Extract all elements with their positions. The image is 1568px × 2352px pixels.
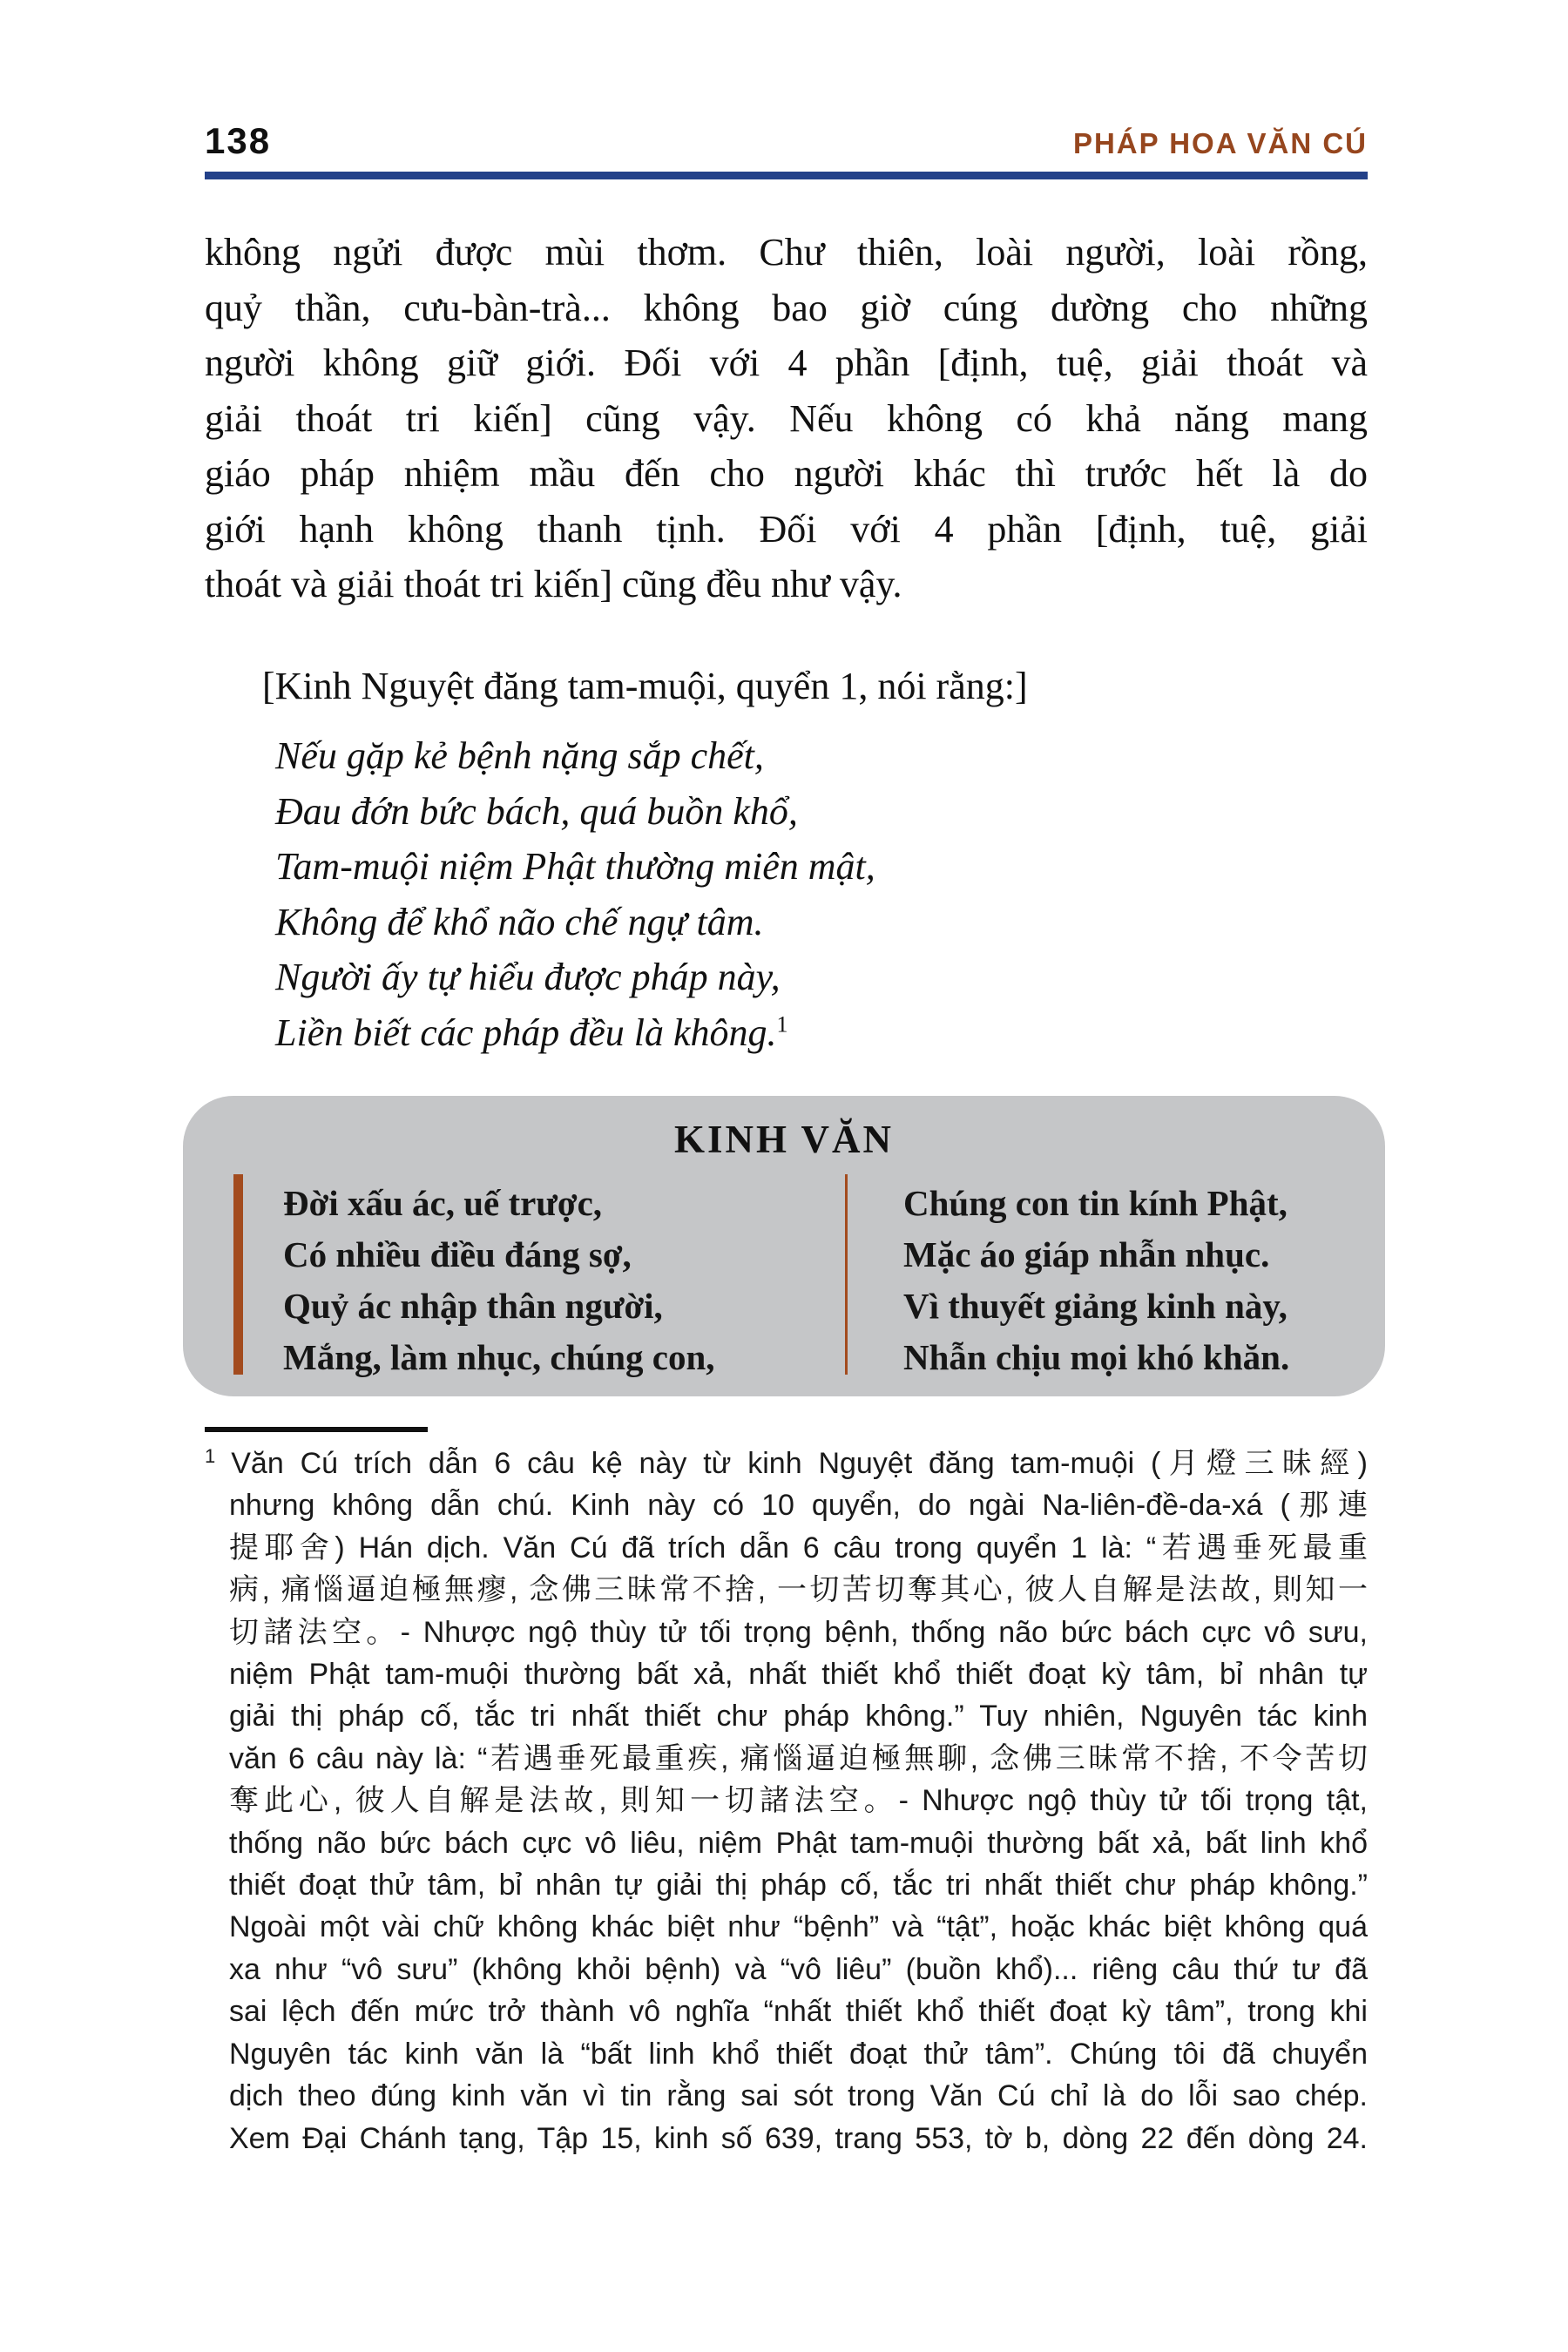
footnote-separator: [205, 1427, 428, 1432]
sutra-attribution: [Kinh Nguyệt đăng tam-muội, quyển 1, nói rằng:]: [262, 665, 1028, 707]
kinh-van-title: KINH VĂN: [674, 1118, 894, 1161]
sutra-verse-line: Vì thuyết giảng kinh này,: [903, 1286, 1288, 1326]
body-line: quỷ thần, cưu-bàn-trà... không bao giờ cúng dường cho những: [205, 286, 1368, 329]
verse-line: Tam-muội niệm Phật thường miên mật,: [275, 845, 875, 888]
verse-block: [275, 728, 1364, 1060]
footnote-line: nhưng không dẫn chú. Kinh này có 10 quyển, do ngài Na-liên-đề-da-xá (那連: [229, 1489, 1368, 1523]
body-line: thoát và giải thoát tri kiến] cũng đều như vậy.: [205, 563, 902, 605]
footnote-line: 提耶舍) Hán dịch. Văn Cú đã trích dẫn 6 câu trong quyển 1 là: “若遇垂死最重: [229, 1531, 1368, 1565]
verse-line: Nếu gặp kẻ bệnh nặng sắp chết,: [275, 734, 764, 777]
footnote-line: 病, 痛惱逼迫極無瘳, 念佛三昧常不捨, 一切苦切奪其心, 彼人自解是法故, 則知一: [229, 1573, 1368, 1607]
footnote-line: sai lệch đến mức trở thành vô nghĩa “nhất thiết khổ thiết đoạt kỳ tâm”, trong khi: [229, 1995, 1368, 2029]
footnote-marker: 1: [205, 1444, 216, 1467]
footnote-line: [205, 1443, 1368, 1484]
body-line: giáo pháp nhiệm mầu đến cho người khác thì trước hết là do: [205, 452, 1368, 495]
footnote-line: 切諸法空。- Nhược ngộ thùy tử tối trọng bệnh, thống não bức bách cực vô sưu,: [229, 1615, 1368, 1649]
body-line: không ngửi được mùi thơm. Chư thiên, loài người, loài rồng,: [205, 231, 1368, 274]
header-rule: [205, 172, 1368, 179]
sutra-verse-line: Mặc áo giáp nhẫn nhục.: [903, 1234, 1270, 1274]
footnote-line: niệm Phật tam-muội thường bất xả, nhất thiết khổ thiết đoạt kỳ tâm, bỉ nhân tự: [229, 1658, 1368, 1692]
footnote-line: Nguyên tác kinh văn là “bất linh khổ thiết đoạt thử tâm”. Chúng tôi đã chuyển: [229, 2037, 1368, 2071]
body-paragraph: [205, 225, 1368, 612]
kinh-van-left-column: [283, 1178, 823, 1383]
verse-line: Không để khổ não chế ngự tâm.: [275, 900, 764, 943]
footnote-line: thống não bức bách cực vô liêu, niệm Phật tam-muội thường bất xả, bất linh khổ: [229, 1826, 1368, 1860]
left-accent-bar: [233, 1174, 243, 1375]
footnote: [205, 1443, 1368, 2159]
footnote-line: Xem Đại Chánh tạng, Tập 15, kinh số 639, trang 553, tờ b, dòng 22 đến dòng 24.: [229, 2121, 1368, 2155]
verse-line: Đau đớn bức bách, quá buồn khổ,: [275, 789, 798, 833]
body-line: giới hạnh không thanh tịnh. Đối với 4 phần [định, tuệ, giải: [205, 507, 1368, 551]
footnote-reference-marker: 1: [776, 1010, 788, 1037]
footnote-line: giải thị pháp cố, tắc tri nhất thiết chư pháp không.” Tuy nhiên, Nguyên tác kinh: [229, 1700, 1368, 1734]
footnote-line: văn 6 câu này là: “若遇垂死最重疾, 痛惱逼迫極無聊, 念佛三昧常不捨, 不令苦切: [229, 1741, 1368, 1775]
page-header: [205, 120, 1368, 162]
kinh-van-right-column: [903, 1178, 1374, 1383]
footnote-line: 奪此心, 彼人自解是法故, 則知一切諸法空。- Nhược ngộ thùy tử tối trọng tật,: [229, 1784, 1368, 1818]
footnote-line: thiết đoạt thử tâm, bỉ nhân tự giải thị pháp cố, tắc tri nhất thiết chư pháp không.”: [229, 1869, 1368, 1903]
body-line: giải thoát tri kiến] cũng vậy. Nếu không có khả năng mang: [205, 396, 1368, 440]
sutra-verse-line: Quỷ ác nhập thân người,: [283, 1286, 663, 1326]
footnote-line: Ngoài một vài chữ không khác biệt như “bệnh” và “tật”, hoặc khác biệt không quá: [229, 1910, 1368, 1944]
footnote-line-text: Văn Cú trích dẫn 6 câu kệ này từ kinh Nguyệt đăng tam-muội (月燈三昧經): [231, 1447, 1368, 1480]
body-line: người không giữ giới. Đối với 4 phần [định, tuệ, giải thoát và: [205, 341, 1368, 384]
sutra-verse-line: Mắng, làm nhục, chúng con,: [283, 1337, 715, 1377]
sutra-verse-line: Đời xấu ác, uế trược,: [283, 1183, 603, 1223]
sutra-verse-line: Nhẫn chịu mọi khó khăn.: [903, 1337, 1290, 1377]
verse-line: Người ấy tự hiểu được pháp này,: [275, 956, 781, 998]
page-number: 138: [205, 120, 272, 161]
column-divider-bar: [845, 1174, 848, 1375]
sutra-verse-line: Có nhiều điều đáng sợ,: [283, 1234, 632, 1274]
verse-line: [275, 1005, 1364, 1061]
kinh-van-box: [183, 1096, 1385, 1396]
footnote-line: xa như “vô sưu” (không khỏi bệnh) và “vô liêu” (buồn khổ)... riêng câu thứ tư đã: [229, 1952, 1368, 1986]
footnote-line: dịch theo đúng kinh văn vì tin rằng sai sót trong Văn Cú chỉ là do lỗi sao chép.: [229, 2079, 1368, 2113]
sutra-verse-line: Chúng con tin kính Phật,: [903, 1183, 1288, 1223]
running-title: PHÁP HOA VĂN CÚ: [1072, 127, 1368, 159]
verse-line-text: Liền biết các pháp đều là không.: [275, 1010, 777, 1054]
